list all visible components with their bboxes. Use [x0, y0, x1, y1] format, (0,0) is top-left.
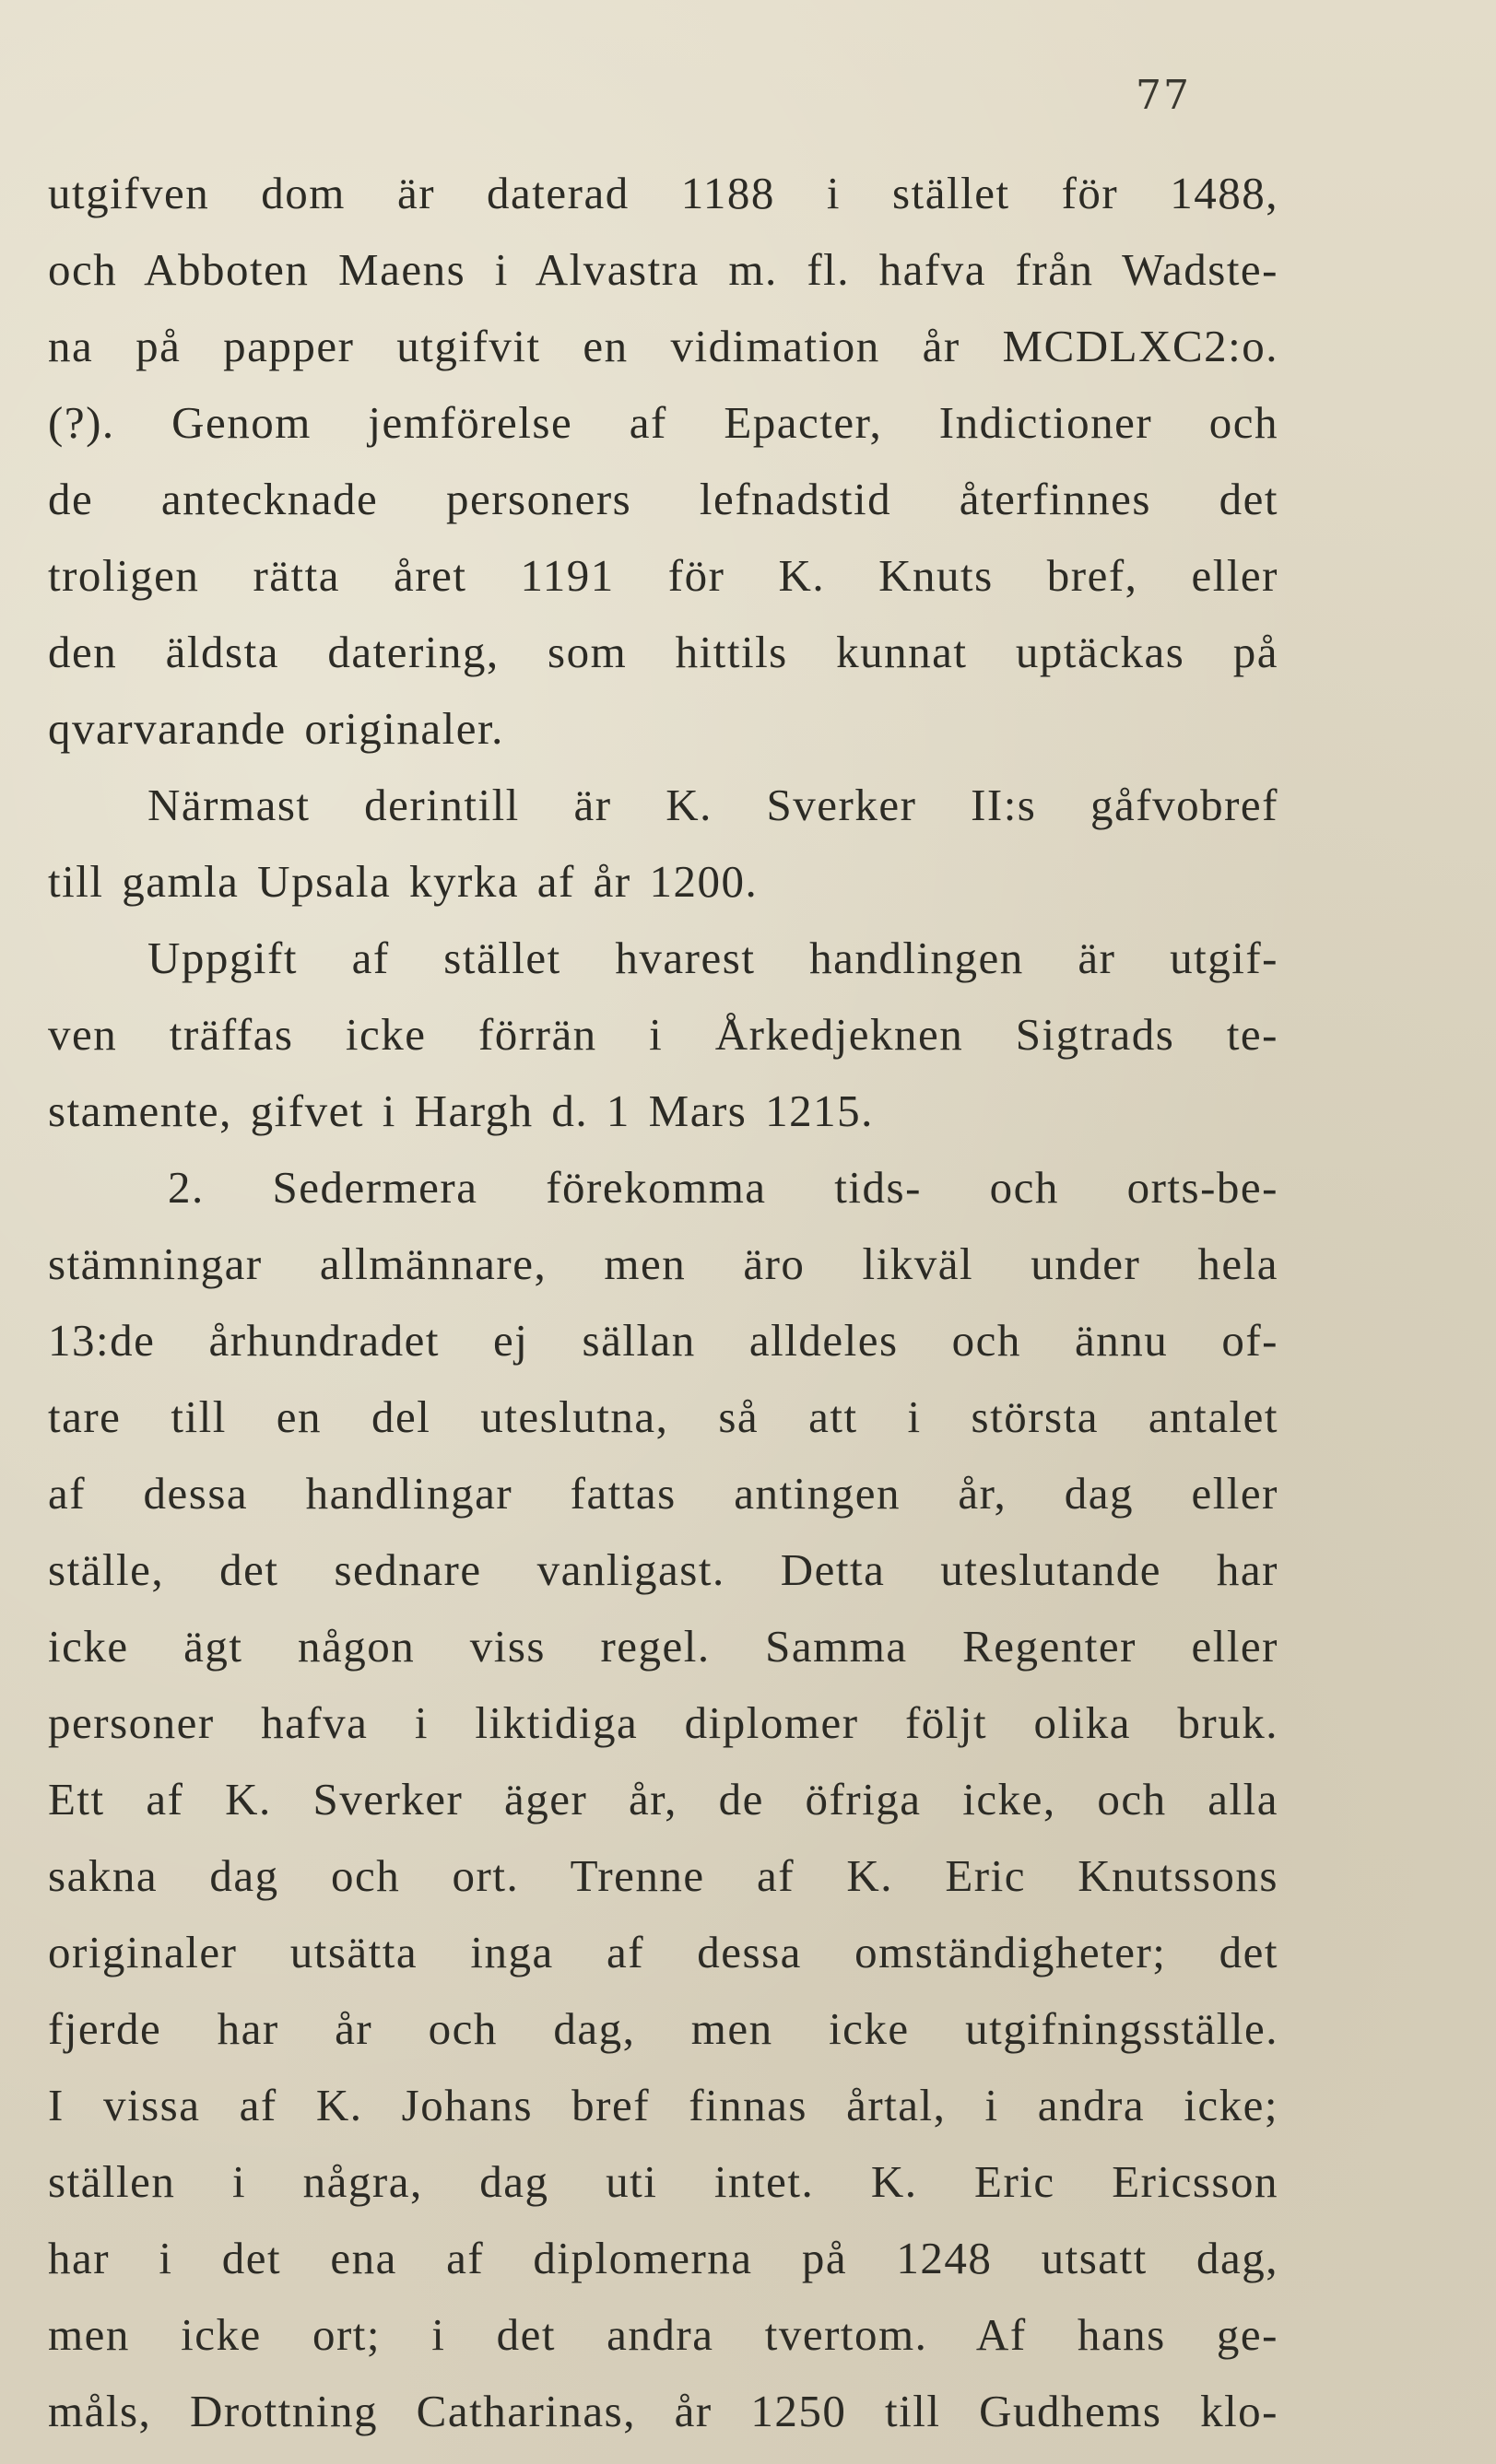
text-line: troligen rätta året 1191 för K. Knuts bref, eller	[48, 550, 1278, 601]
paragraph-start-line: 2. Sedermera förekomma tids- och orts-be-	[168, 1162, 1278, 1213]
paragraph-start-line: Närmast derintill är K. Sverker II:s gåfvobref	[147, 780, 1278, 830]
text-line: stämningar allmännare, men äro likväl under hela	[48, 1238, 1278, 1289]
text-line: ställen i några, dag uti intet. K. Eric Ericsson	[48, 2156, 1278, 2207]
text-line: na på papper utgifvit en vidimation år MCDLXC2:o.	[48, 321, 1278, 371]
text-line: icke ägt någon viss regel. Samma Regenter eller	[48, 1621, 1278, 1672]
text-line: originaler utsätta inga af dessa omständigheter; det	[48, 1927, 1278, 1977]
paragraph-start-line: Uppgift af stället hvarest handlingen är utgif-	[147, 933, 1278, 983]
body-text	[48, 155, 1278, 2449]
text-line: måls, Drottning Catharinas, år 1250 till Gudhems klo-	[48, 2386, 1278, 2436]
text-line: den äldsta datering, som hittils kunnat uptäckas på	[48, 627, 1278, 677]
text-line: och Abboten Maens i Alvastra m. fl. hafva från Wadste-	[48, 244, 1278, 295]
text-line: (?). Genom jemförelse af Epacter, Indictioner och	[48, 397, 1278, 448]
text-line: har i det ena af diplomerna på 1248 utsatt dag,	[48, 2233, 1278, 2283]
text-line: de antecknade personers lefnadstid återfinnes det	[48, 474, 1278, 524]
text-line: I vissa af K. Johans bref finnas årtal, i andra icke;	[48, 2080, 1278, 2130]
text-line: 13:de århundradet ej sällan alldeles och ännu of-	[48, 1315, 1278, 1366]
text-line: tare till en del uteslutna, så att i största antalet	[48, 1391, 1278, 1442]
text-line: till gamla Upsala kyrka af år 1200.	[48, 856, 759, 907]
text-line: fjerde har år och dag, men icke utgifningsställe.	[48, 2003, 1278, 2054]
text-line: men icke ort; i det andra tvertom. Af hans ge-	[48, 2309, 1278, 2360]
text-line: personer hafva i liktidiga diplomer följt olika bruk.	[48, 1697, 1278, 1748]
text-line: ställe, det sednare vanligast. Detta uteslutande har	[48, 1544, 1278, 1595]
text-line: sakna dag och ort. Trenne af K. Eric Knutssons	[48, 1850, 1278, 1901]
text-line: ven träffas icke förrän i Årkedjeknen Sigtrads te-	[48, 1009, 1278, 1060]
text-line: qvarvarande originaler.	[48, 703, 504, 754]
text-line: utgifven dom är daterad 1188 i stället för 1488,	[48, 168, 1278, 218]
page-number: 77	[1136, 72, 1191, 119]
text-line: Ett af K. Sverker äger år, de öfriga icke, och alla	[48, 1774, 1278, 1825]
text-line: af dessa handlingar fattas antingen år, dag eller	[48, 1468, 1278, 1519]
text-line: stamente, gifvet i Hargh d. 1 Mars 1215.	[48, 1085, 874, 1136]
